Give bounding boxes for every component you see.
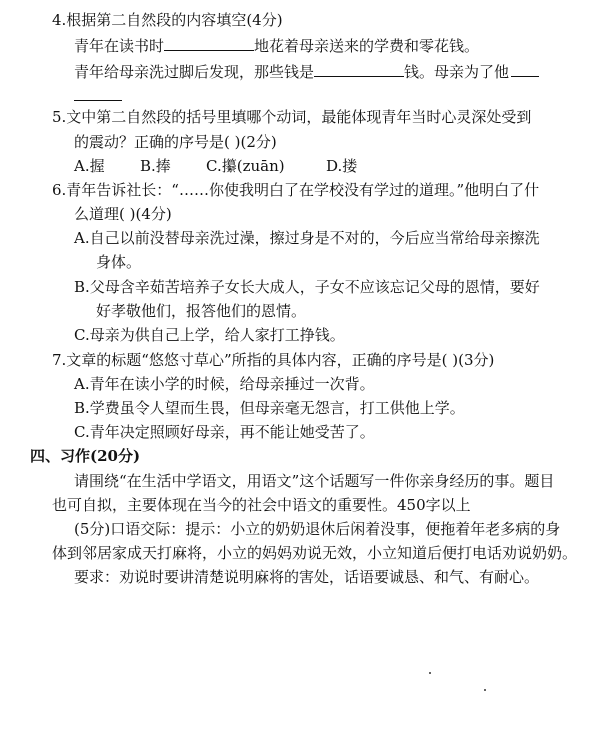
scan-speck: [484, 689, 486, 691]
q4-blank-3-cont[interactable]: [74, 86, 122, 101]
section-4-para3: 要求：劝说时要讲清楚说明麻将的害处，话语要诚恳、和气、有耐心。: [74, 568, 540, 586]
section-4-para1-line1: 请围绕“在生活中学语文，用语文”这个话题写一件你亲身经历的事。题目: [74, 472, 555, 490]
q4-line2-prefix: 青年给母亲洗过脚后发现，那些钱是: [74, 63, 315, 81]
q4-blank-3[interactable]: [511, 62, 539, 77]
q4-line1-suffix: 地花着母亲送来的学费和零花钱。: [254, 37, 480, 55]
section-4-para2-line1: (5分)口语交际：提示：小立的奶奶退休后闲着没事，便拖着年老多病的身: [74, 520, 561, 538]
q6-option-c[interactable]: C.母亲为供自己上学，给人家打工挣钱。: [74, 326, 345, 344]
q7-line1: 7.文章的标题“悠悠寸草心”所指的具体内容，正确的序号是( )(3分): [52, 351, 495, 369]
q5-line2: 的震动？正确的序号是( )(2分): [74, 133, 277, 151]
q5-option-a[interactable]: A.握: [74, 157, 105, 175]
q4-line3: [74, 86, 122, 106]
q4-title: 4.根据第二自然段的内容填空(4分): [52, 11, 283, 29]
section-4-para1-line2: 也可自拟，主要体现在当今的社会中语文的重要性。450字以上: [52, 496, 471, 514]
q4-blank-2[interactable]: [314, 62, 404, 77]
q5-option-c[interactable]: C.攥(zuān): [206, 157, 285, 175]
q6-option-b-line2: 好孝敬他们，报答他们的恩情。: [96, 302, 307, 320]
section-4-heading: 四、习作(20分): [30, 447, 141, 465]
scan-speck: [429, 672, 431, 674]
q5-line1: 5.文中第二自然段的括号里填哪个动词，最能体现青年当时心灵深处受到: [52, 108, 532, 126]
q5-option-d[interactable]: D.搂: [326, 157, 358, 175]
q6-option-b-line1[interactable]: B.父母含辛茹苦培养子女长大成人，子女不应该忘记父母的恩情，要好: [74, 278, 540, 296]
section-4-para2-line2: 体到邻居家成天打麻将，小立的妈妈劝说无效，小立知道后便打电话劝说奶奶。: [52, 544, 578, 562]
q6-option-a-line1[interactable]: A.自己以前没替母亲洗过澡，擦过身是不对的，今后应当常给母亲擦洗: [74, 229, 540, 247]
q4-blank-1[interactable]: [164, 36, 254, 51]
q7-option-a[interactable]: A.青年在读小学的时候，给母亲捶过一次背。: [74, 375, 375, 393]
q4-line1: [74, 36, 479, 56]
q6-line2: 么道理( )(4分): [74, 205, 172, 223]
q6-line1: 6.青年告诉社长：“……你使我明白了在学校没有学过的道理。”他明白了什: [52, 181, 540, 199]
q4-line2: [74, 62, 539, 82]
q7-option-b[interactable]: B.学费虽令人望而生畏，但母亲毫无怨言，打工供他上学。: [74, 399, 465, 417]
q5-option-b[interactable]: B.捧: [140, 157, 171, 175]
q4-line1-prefix: 青年在读书时: [74, 37, 165, 55]
q5-options: [74, 156, 357, 176]
q4-line2-suffix: 钱。母亲为了他: [404, 63, 510, 81]
q6-option-a-line2: 身体。: [96, 253, 142, 271]
q7-option-c[interactable]: C.青年决定照顾好母亲，再不能让她受苦了。: [74, 423, 375, 441]
